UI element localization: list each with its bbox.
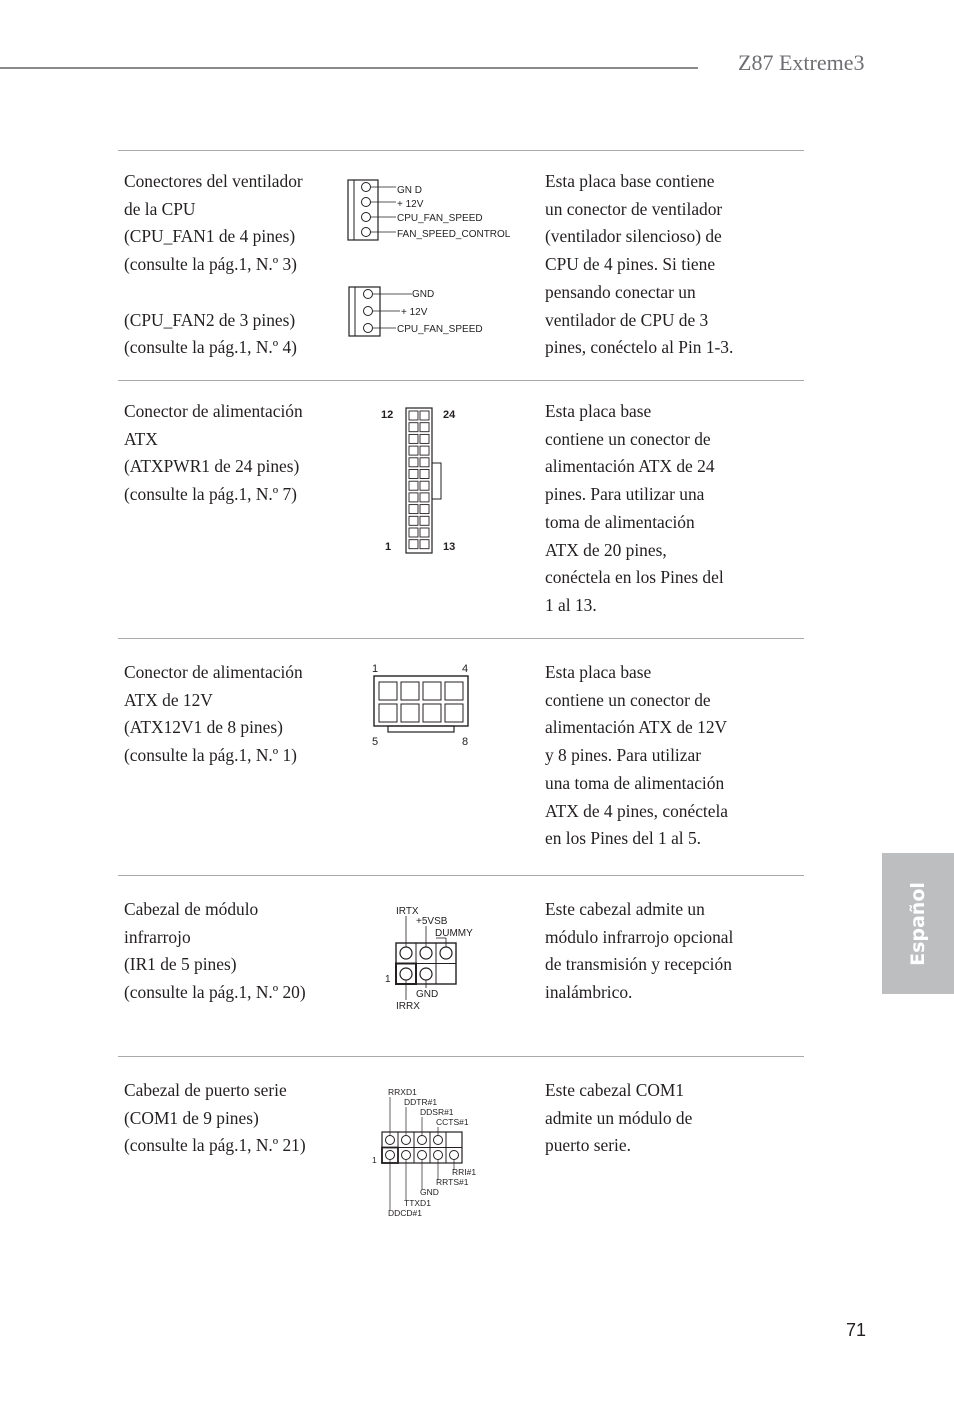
- atx12v-label-5: 5: [372, 736, 379, 748]
- atx24-pin: [409, 493, 418, 502]
- atx24-pin: [409, 470, 418, 479]
- row-divider: [118, 1056, 804, 1057]
- com-header-pinout-diagram: [368, 1082, 498, 1222]
- atx24-pin: [409, 446, 418, 455]
- atx12v-connector-notes: Esta placa base contiene un conector de alimentación ATX de 12V y 8 pines. Para utilizar una toma de alimentación ATX de 4 pines, conéctela en los Pines del 1 al 5.: [545, 662, 729, 849]
- atx24-pin: [420, 540, 429, 549]
- atx12v-label-8: 8: [462, 736, 469, 748]
- fan3-gnd-label: GND: [412, 289, 435, 300]
- com-ccts1-label: CCTS#1: [436, 1117, 469, 1127]
- fan4-control-label: FAN_SPEED_CONTROL: [397, 229, 511, 240]
- com-rri1-label: RRI#1: [452, 1167, 477, 1177]
- page-title: Z87 Extreme3: [738, 50, 865, 75]
- ir-header-description: Cabezal de módulo infrarrojo (IR1 de 5 pines) (consulte la pág.1, N.º 20): [124, 899, 306, 1003]
- ir-dummy-label: DUMMY: [435, 928, 473, 939]
- atx12v-connector-description: Conector de alimentación ATX de 12V (ATX12V1 de 8 pines) (consulte la pág.1, N.º 1): [124, 662, 303, 766]
- atx24-pin: [420, 423, 429, 432]
- com-header-description: Cabezal de puerto serie (COM1 de 9 pines) (consulte la pág.1, N.º 21): [124, 1080, 306, 1156]
- atx24-pin: [420, 505, 429, 514]
- fan4-12v-label: + 12V: [397, 199, 424, 210]
- atx24-pin: [409, 458, 418, 467]
- fan4-gnd-label: GN D: [397, 185, 422, 196]
- row-divider: [118, 150, 804, 151]
- cpu-fan-connector-notes: Esta placa base contiene un conector de ventilador (ventilador silencioso) de CPU de 4 pines. Si tiene pensando conectar un ventilador de CPU de 3 pines, conéctelo al Pin 1-3.: [545, 171, 734, 358]
- com-gnd-label: GND: [420, 1187, 439, 1197]
- com-pin1-label: 1: [372, 1155, 377, 1165]
- atx24-pin: [420, 434, 429, 443]
- atx24-pin: [409, 411, 418, 420]
- atx24-pin: [409, 505, 418, 514]
- fan4-speed-label: CPU_FAN_SPEED: [397, 213, 483, 224]
- atx-24pin-pinout-diagram: [370, 400, 470, 560]
- com-ddsr1-label: DDSR#1: [420, 1107, 454, 1117]
- row-divider: [118, 380, 804, 381]
- atx24-pin: [409, 481, 418, 490]
- atx24-pin: [420, 446, 429, 455]
- com-ddtr1-label: DDTR#1: [404, 1097, 438, 1107]
- atx24-label-13: 13: [443, 541, 456, 553]
- atx12v-label-1: 1: [372, 663, 379, 675]
- atx24-pin: [409, 528, 418, 537]
- atx24-pin: [420, 458, 429, 467]
- atx24-pin: [420, 481, 429, 490]
- language-side-tab: [882, 853, 954, 994]
- atx24-pin: [420, 470, 429, 479]
- ir-header-notes: Este cabezal admite un módulo infrarrojo opcional de transmisión y recepción inalámbrico.: [545, 899, 734, 1003]
- atx24-label-12: 12: [381, 409, 394, 421]
- atx24-pin: [420, 528, 429, 537]
- com-rrts1-label: RRTS#1: [436, 1177, 469, 1187]
- row-divider: [118, 875, 804, 876]
- header-rule: [0, 67, 698, 69]
- language-tab-label: Español: [907, 881, 929, 966]
- atx24-pin: [420, 516, 429, 525]
- ir-irtx-label: IRTX: [396, 906, 419, 917]
- cpu-fan-pinout-diagram: [340, 172, 540, 344]
- atx24-pin: [409, 423, 418, 432]
- row-divider: [118, 638, 804, 639]
- atx24-pin: [420, 411, 429, 420]
- fan3-speed-label: CPU_FAN_SPEED: [397, 324, 483, 335]
- atx24-pin: [409, 434, 418, 443]
- atx24-pin: [409, 540, 418, 549]
- page-number: 71: [846, 1320, 867, 1340]
- com-rrxd1-label: RRXD1: [388, 1087, 417, 1097]
- com-ddcd1-label: DDCD#1: [388, 1208, 423, 1218]
- com-header-notes: Este cabezal COM1 admite un módulo de puerto serie.: [545, 1080, 693, 1156]
- atx24-label-1: 1: [385, 541, 392, 553]
- atx12v-label-4: 4: [462, 663, 469, 675]
- ir-header-pinout-diagram: [380, 900, 490, 1016]
- atx24-pin: [409, 516, 418, 525]
- cpu-fan-connector-description: Conectores del ventilador de la CPU (CPU_FAN1 de 4 pines) (consulte la pág.1, N.º 3) (CPU_FAN2 de 3 pines) (consulte la pág.1, N.º 4): [124, 171, 303, 358]
- atx24-label-24: 24: [443, 409, 456, 421]
- fan3-12v-label: + 12V: [401, 307, 428, 318]
- atx-power-connector-description: Conector de alimentación ATX (ATXPWR1 de 24 pines) (consulte la pág.1, N.º 7): [124, 401, 303, 505]
- com-ttxd1-label: TTXD1: [404, 1198, 431, 1208]
- ir-gnd-label: GND: [416, 989, 439, 1000]
- ir-irrx-label: IRRX: [396, 1001, 420, 1012]
- atx24-pin: [420, 493, 429, 502]
- ir-pin1-label: 1: [385, 974, 391, 985]
- atx-power-connector-notes: Esta placa base contiene un conector de alimentación ATX de 24 pines. Para utilizar una toma de alimentación ATX de 20 pines, conéctela en los Pines del 1 al 13.: [545, 401, 724, 615]
- ir-5vsb-label: +5VSB: [416, 916, 448, 927]
- atx12v-8pin-pinout-diagram: [366, 658, 478, 750]
